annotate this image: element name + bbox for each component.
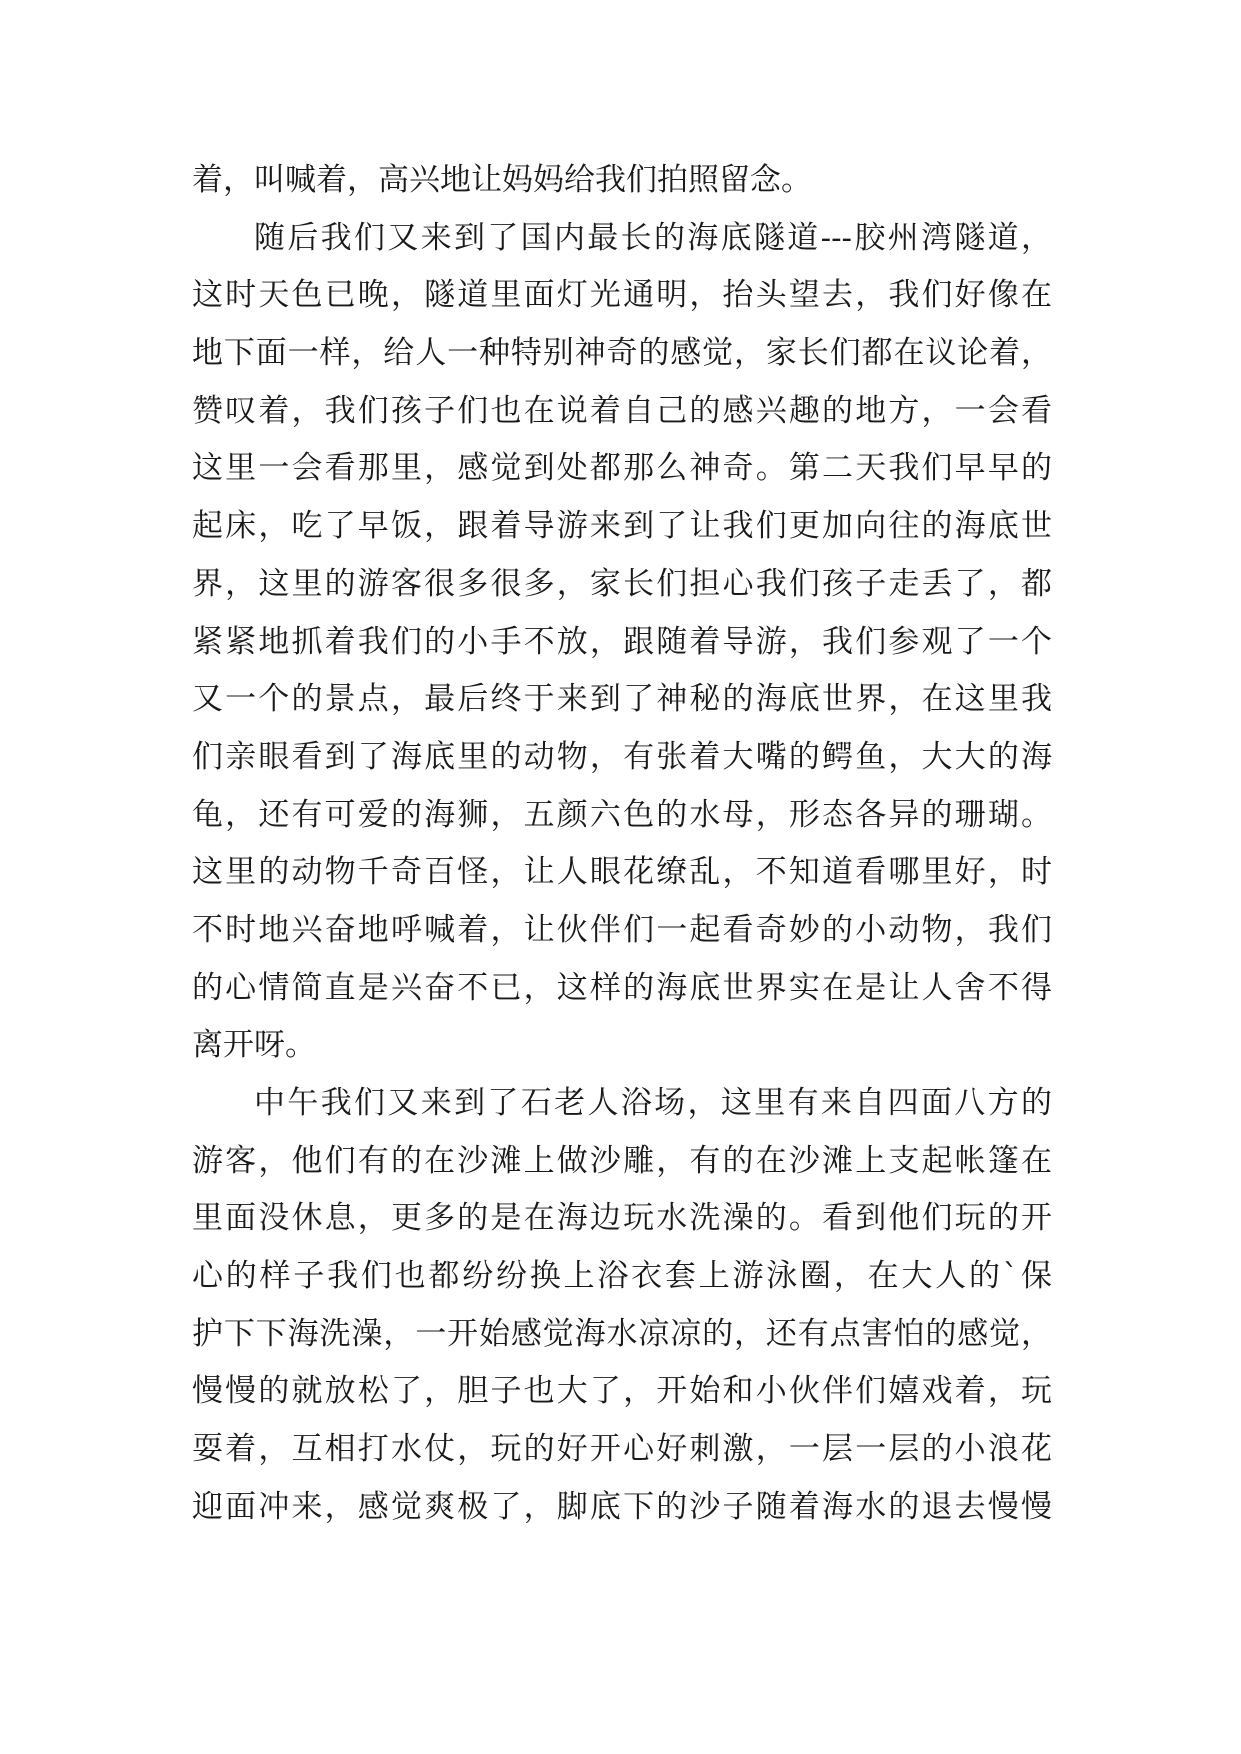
text-line: 不时地兴奋地呼喊着，让伙伴们一起看奇妙的小动物，我们 (192, 911, 1052, 948)
text-line: 地下面一样，给人一种特别神奇的感觉，家长们都在议论着， (192, 335, 1052, 372)
text-line: 随后我们又来到了国内最长的海底隧道---胶州湾隧道， (254, 219, 1052, 256)
text-line: 耍着，互相打水仗，玩的好开心好刺激，一层一层的小浪花 (192, 1431, 1052, 1468)
text-line: 里面没休息，更多的是在海边玩水洗澡的。看到他们玩的开 (192, 1200, 1052, 1237)
text-line: 心的样子我们也都纷纷换上浴衣套上游泳圈，在大人的`保 (192, 1258, 1052, 1295)
text-line: 慢慢的就放松了，胆子也大了，开始和小伙伴们嬉戏着，玩 (192, 1373, 1052, 1410)
text-line: 着，叫喊着，高兴地让妈妈给我们拍照留念。 (192, 162, 812, 198)
text-line: 起床，吃了早饭，跟着导游来到了让我们更加向往的海底世 (192, 508, 1052, 545)
text-line: 们亲眼看到了海底里的动物，有张着大嘴的鳄鱼，大大的海 (192, 738, 1052, 775)
body-text (192, 152, 1052, 1537)
text-line: 这里的动物千奇百怪，让人眼花缭乱，不知道看哪里好，时 (192, 854, 1052, 891)
text-line: 中午我们又来到了石老人浴场，这里有来自四面八方的 (254, 1085, 1052, 1121)
text-line: 紧紧地抓着我们的小手不放，跟随着导游，我们参观了一个 (192, 623, 1052, 660)
text-line: 护下下海洗澡，一开始感觉海水凉凉的，还有点害怕的感觉， (192, 1315, 1052, 1352)
text-line: 离开呀。 (192, 1027, 316, 1064)
text-line: 这时天色已晚，隧道里面灯光通明，抬头望去，我们好像在 (192, 277, 1052, 314)
text-line: 这里一会看那里，感觉到处都那么神奇。第二天我们早早的 (192, 450, 1052, 487)
text-line: 游客，他们有的在沙滩上做沙雕，有的在沙滩上支起帐篷在 (192, 1142, 1052, 1179)
text-line: 迎面冲来，感觉爽极了，脚底下的沙子随着海水的退去慢慢 (192, 1488, 1052, 1525)
text-line: 界，这里的游客很多很多，家长们担心我们孩子走丢了，都 (192, 565, 1052, 602)
text-line: 赞叹着，我们孩子们也在说着自己的感兴趣的地方，一会看 (192, 392, 1052, 429)
text-line: 龟，还有可爱的海狮，五颜六色的水母，形态各异的珊瑚。 (192, 796, 1052, 833)
text-line: 的心情简直是兴奋不已，这样的海底世界实在是让人舍不得 (192, 969, 1052, 1006)
text-line: 又一个的景点，最后终于来到了神秘的海底世界，在这里我 (192, 681, 1052, 718)
